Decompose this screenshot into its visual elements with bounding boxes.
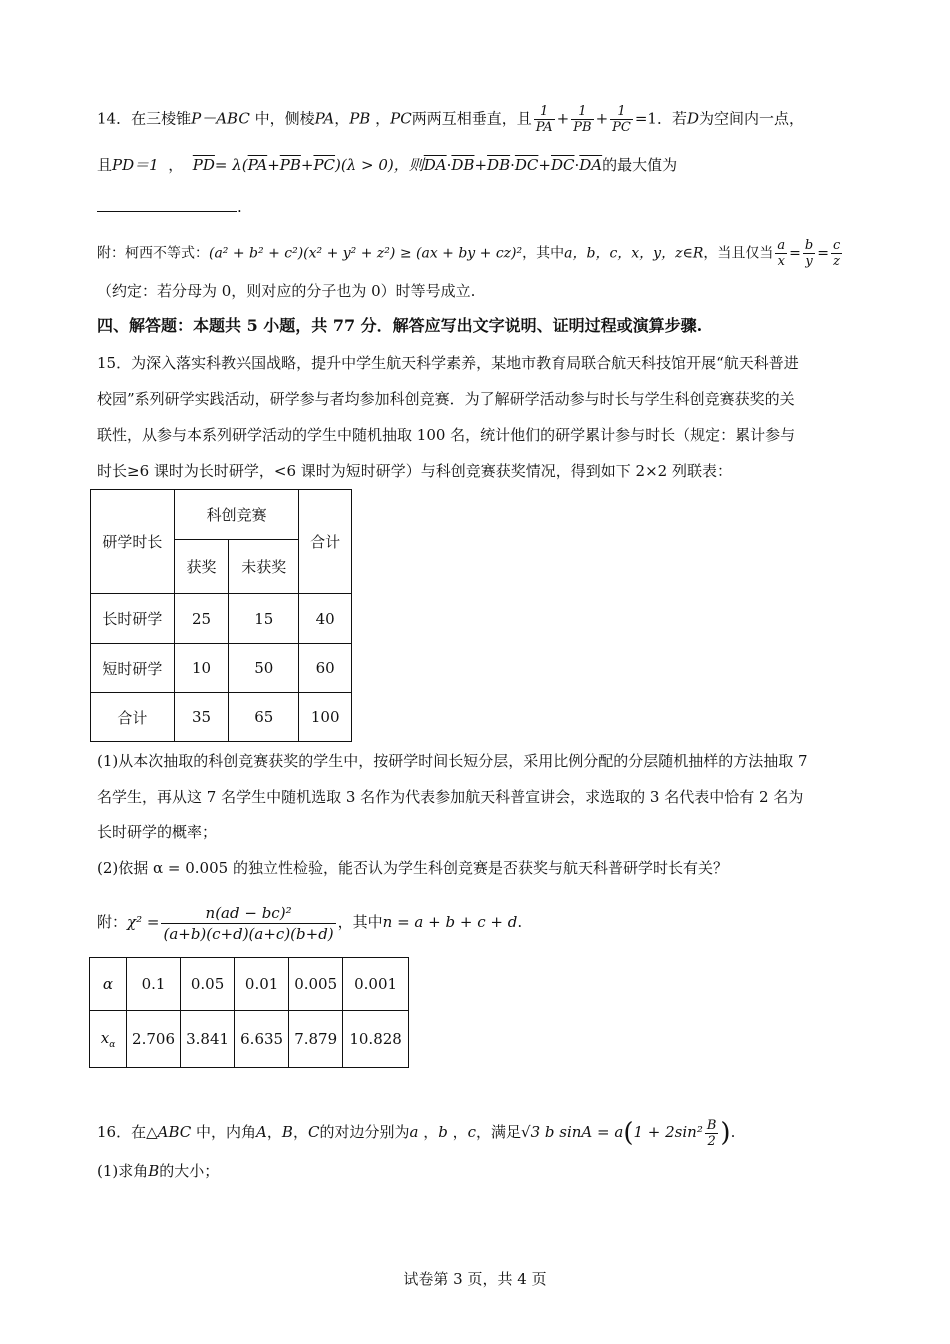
table-cell: 7.879 [289, 1011, 343, 1068]
q15-p4 [97, 460, 732, 482]
table-cell: 0.1 [127, 958, 181, 1011]
fraction: $\frac{1}{PB}$ [573, 104, 592, 135]
q15-p1 [97, 352, 799, 374]
fraction: $\frac{c}{z}$ [832, 238, 841, 269]
text: ， [334, 109, 350, 128]
table-cell: 长时研学 [91, 594, 175, 644]
text: ，其中 [337, 913, 383, 931]
table-cell: 100 [299, 693, 352, 742]
q14-line1: 14．在三棱锥P－ABC 中，侧棱PA，PB ，PC两两互相垂直，且 $\frac{1}{PA}$ + $\frac{1}{PB}$ + $\frac{1}{PC}$ =1．若D为空间内一点， [97, 104, 805, 135]
math: P－ABC [191, 109, 250, 128]
vector: $\overline{DC}$ [550, 156, 575, 174]
text: ， [266, 1123, 282, 1141]
fraction: $\frac{b}{y}$ [804, 238, 814, 269]
text: 两两互相垂直，且 [411, 109, 532, 128]
vector: $\overline{PA}$ [247, 156, 268, 174]
critical-value-table [89, 957, 409, 1068]
table-cell: 合计 [91, 693, 175, 742]
table-header-win: 获奖 [174, 540, 228, 594]
q16-s1 [97, 1160, 219, 1182]
text: ， [168, 156, 184, 174]
vector: $\overline{DC}$ [514, 156, 539, 174]
fraction: $\frac{1}{PC}$ [612, 104, 631, 135]
math: 1 + 2sin² [633, 1123, 703, 1141]
math: PC [390, 109, 412, 128]
text: 中，侧棱 [254, 109, 315, 128]
table-header-group: 科创竞赛 [174, 490, 299, 540]
text: ，其中 [522, 245, 565, 262]
text: (1)求角 [97, 1162, 149, 1180]
math: PB [349, 109, 371, 128]
text: 的最大值为 [602, 156, 678, 174]
text: 为空间内一点， [699, 109, 805, 128]
text: x [100, 1028, 110, 1047]
q16-line1: 16．在△ABC 中，内角A，B，C的对边分别为a ，b ，c，满足√3 b sinA = a(1 + 2sin² $\frac{B}{2}$ ). [97, 1117, 736, 1149]
page-number: 试卷第 3 页，共 4 页 [403, 1270, 547, 1288]
text: (1)从本次抽取的科创竞赛获奖的学生中，按研学时间长短分层，采用比例分配的分层随机抽样的方法抽取 7 [97, 752, 808, 770]
text: . [730, 1123, 736, 1141]
table-cell: 2.706 [127, 1011, 181, 1068]
chi-square-formula [97, 900, 522, 944]
fraction: $\frac{1}{PA}$ [535, 104, 553, 135]
math: B [281, 1123, 293, 1141]
text: （约定：若分母为 0，则对应的分子也为 0）时等号成立. [97, 282, 476, 300]
text: 的对边分别为 [319, 1123, 410, 1141]
vector: $\overline{PC}$ [313, 156, 336, 174]
q14-note: 附：柯西不等式：(a² + b² + c²)(x² + y² + z²) ≥ (ax + by + cz)²，其中a，b，c，x，y，z∈R，当且仅当 $\frac{a}{x}$ = $\frac{b}{y}$ = $\frac{c}{z}$ [97, 238, 841, 269]
text: 中，内角 [196, 1123, 257, 1141]
table-cell: 0.01 [235, 958, 289, 1011]
math: (a² + b² + c²)(x² + y² + z²) ≥ (ax + by + cz)² [209, 245, 523, 262]
text: 16．在△ [97, 1123, 158, 1141]
table-cell: 25 [174, 594, 228, 644]
text: 名学生，再从这 7 名学生中随机选取 3 名作为代表参加航天科普宣讲会，求选取的 3 名代表中恰有 2 名为 [97, 788, 804, 806]
q15-s1-a [97, 750, 808, 772]
table-cell: 10 [174, 644, 228, 693]
table-cell: 短时研学 [91, 644, 175, 693]
q14-note-cont [97, 280, 475, 302]
math: B [148, 1162, 160, 1180]
answer-blank [97, 197, 237, 212]
q15-p3 [97, 424, 795, 446]
q15-s2 [97, 857, 728, 879]
table-cell: 6.635 [235, 1011, 289, 1068]
vector: $\overline{DA}$ [423, 156, 447, 174]
table-header-row-label: 研学时长 [91, 490, 175, 594]
text: 附： [97, 913, 128, 931]
contingency-table [90, 489, 352, 742]
text: . [237, 198, 242, 216]
math: χ² = [127, 913, 160, 931]
text: (2)依据 α = 0.005 的独立性检验，能否认为学生科创竞赛是否获奖与航天科普研学时长有关？ [97, 859, 728, 877]
table-cell: 15 [229, 594, 299, 644]
vector: $\overline{PD}$ [192, 156, 215, 174]
math: PD＝1 [112, 156, 159, 174]
vector: $\overline{DA}$ [579, 156, 603, 174]
math: = λ( [214, 156, 248, 174]
math: )(λ > 0)，则 [335, 156, 424, 174]
fraction: $\frac{\text{n(ad − bc)²}}{(a+b)(c+d)(a+c)(b+d)}$ [163, 903, 334, 943]
math: n = a + b + c + d [382, 913, 518, 931]
table-header-x [90, 1011, 127, 1068]
text: ， [452, 1123, 468, 1141]
fraction: $\frac{B}{2}$ [706, 1117, 717, 1149]
table-header-total: 合计 [299, 490, 352, 594]
text: 15．为深入落实科教兴国战略，提升中学生航天科学素养，某地市教育局联合航天科技馆开展“航天科普进 [97, 354, 799, 372]
text: ， [292, 1123, 308, 1141]
table-row [90, 958, 409, 1011]
text: 长时研学的概率； [97, 823, 218, 841]
math: a [409, 1123, 419, 1141]
text: 的大小； [159, 1162, 220, 1180]
table-row [91, 594, 352, 644]
math: A [256, 1123, 267, 1141]
section-heading [97, 315, 702, 337]
text: 四、解答题：本题共 5 小题，共 77 分．解答应写出文字说明、证明过程或演算步骤. [97, 316, 703, 335]
math: a，b，c，x，y，z∈R [564, 245, 704, 262]
math: b [438, 1123, 448, 1141]
q15-p2 [97, 388, 795, 410]
text: 联性，从参与本系列研学活动的学生中随机抽取 100 名，统计他们的研学累计参与时长（规定：累计参与 [97, 426, 796, 444]
text: ，当且仅当 [703, 245, 774, 262]
math: PA [314, 109, 335, 128]
text: 且 [97, 156, 113, 174]
q15-s1-c [97, 821, 217, 843]
q15-s1-b [97, 786, 803, 808]
q14-line2: 且PD＝1 ， $\overline{PD}= \lambda(\overline{PA}+\overline{PB}+\overline{PC})(\lambda > 0)$，则$\overline{DA}\cdot\overline{DB}+\overline{DB}\cdot\overline{DC}+\overline{DC}\cdot\overline{DA}$的最大值为 [97, 156, 678, 174]
vector: $\overline{DB}$ [487, 156, 511, 174]
table-row [90, 1011, 409, 1068]
text: 校园”系列研学实践活动，研学参与者均参加科创竞赛．为了解研学活动参与时长与学生科创竞赛获奖的关 [97, 390, 795, 408]
text: . [517, 913, 523, 931]
vector: $\overline{PB}$ [279, 156, 301, 174]
text: ， [423, 1123, 439, 1141]
q14-answer-line [97, 196, 242, 218]
table-row [91, 693, 352, 742]
table-cell: 35 [174, 693, 228, 742]
vector: $\overline{DB}$ [451, 156, 475, 174]
table-cell: 40 [299, 594, 352, 644]
q14-number: 14． [97, 109, 132, 128]
math: C [307, 1123, 320, 1141]
text: 在三棱锥 [131, 109, 192, 128]
math: D [686, 109, 699, 128]
table-cell: 3.841 [181, 1011, 235, 1068]
fraction: $\frac{a}{x}$ [777, 238, 786, 269]
table-cell: 50 [229, 644, 299, 693]
table-cell: 0.005 [289, 958, 343, 1011]
table-cell: 0.001 [343, 958, 409, 1011]
text: 附：柯西不等式： [97, 245, 209, 262]
table-header-alpha: α [90, 958, 127, 1011]
text: =1．若 [634, 109, 687, 128]
text: ，满足 [476, 1123, 522, 1141]
math: c [467, 1123, 477, 1141]
math: √3 b sinA = a [521, 1123, 624, 1141]
text: 时长≥6 课时为长时研学，<6 课时为短时研学）与科创竞赛获奖情况，得到如下 2×2 列联表： [97, 462, 732, 480]
table-row [91, 644, 352, 693]
page-footer [0, 1268, 950, 1289]
table-cell: 65 [229, 693, 299, 742]
text: ， [375, 109, 391, 128]
math: ABC [157, 1123, 192, 1141]
table-header-lose: 未获奖 [229, 540, 299, 594]
table-cell: 10.828 [343, 1011, 409, 1068]
table-cell: 0.05 [181, 958, 235, 1011]
table-cell: 60 [299, 644, 352, 693]
text: α [109, 1039, 116, 1050]
